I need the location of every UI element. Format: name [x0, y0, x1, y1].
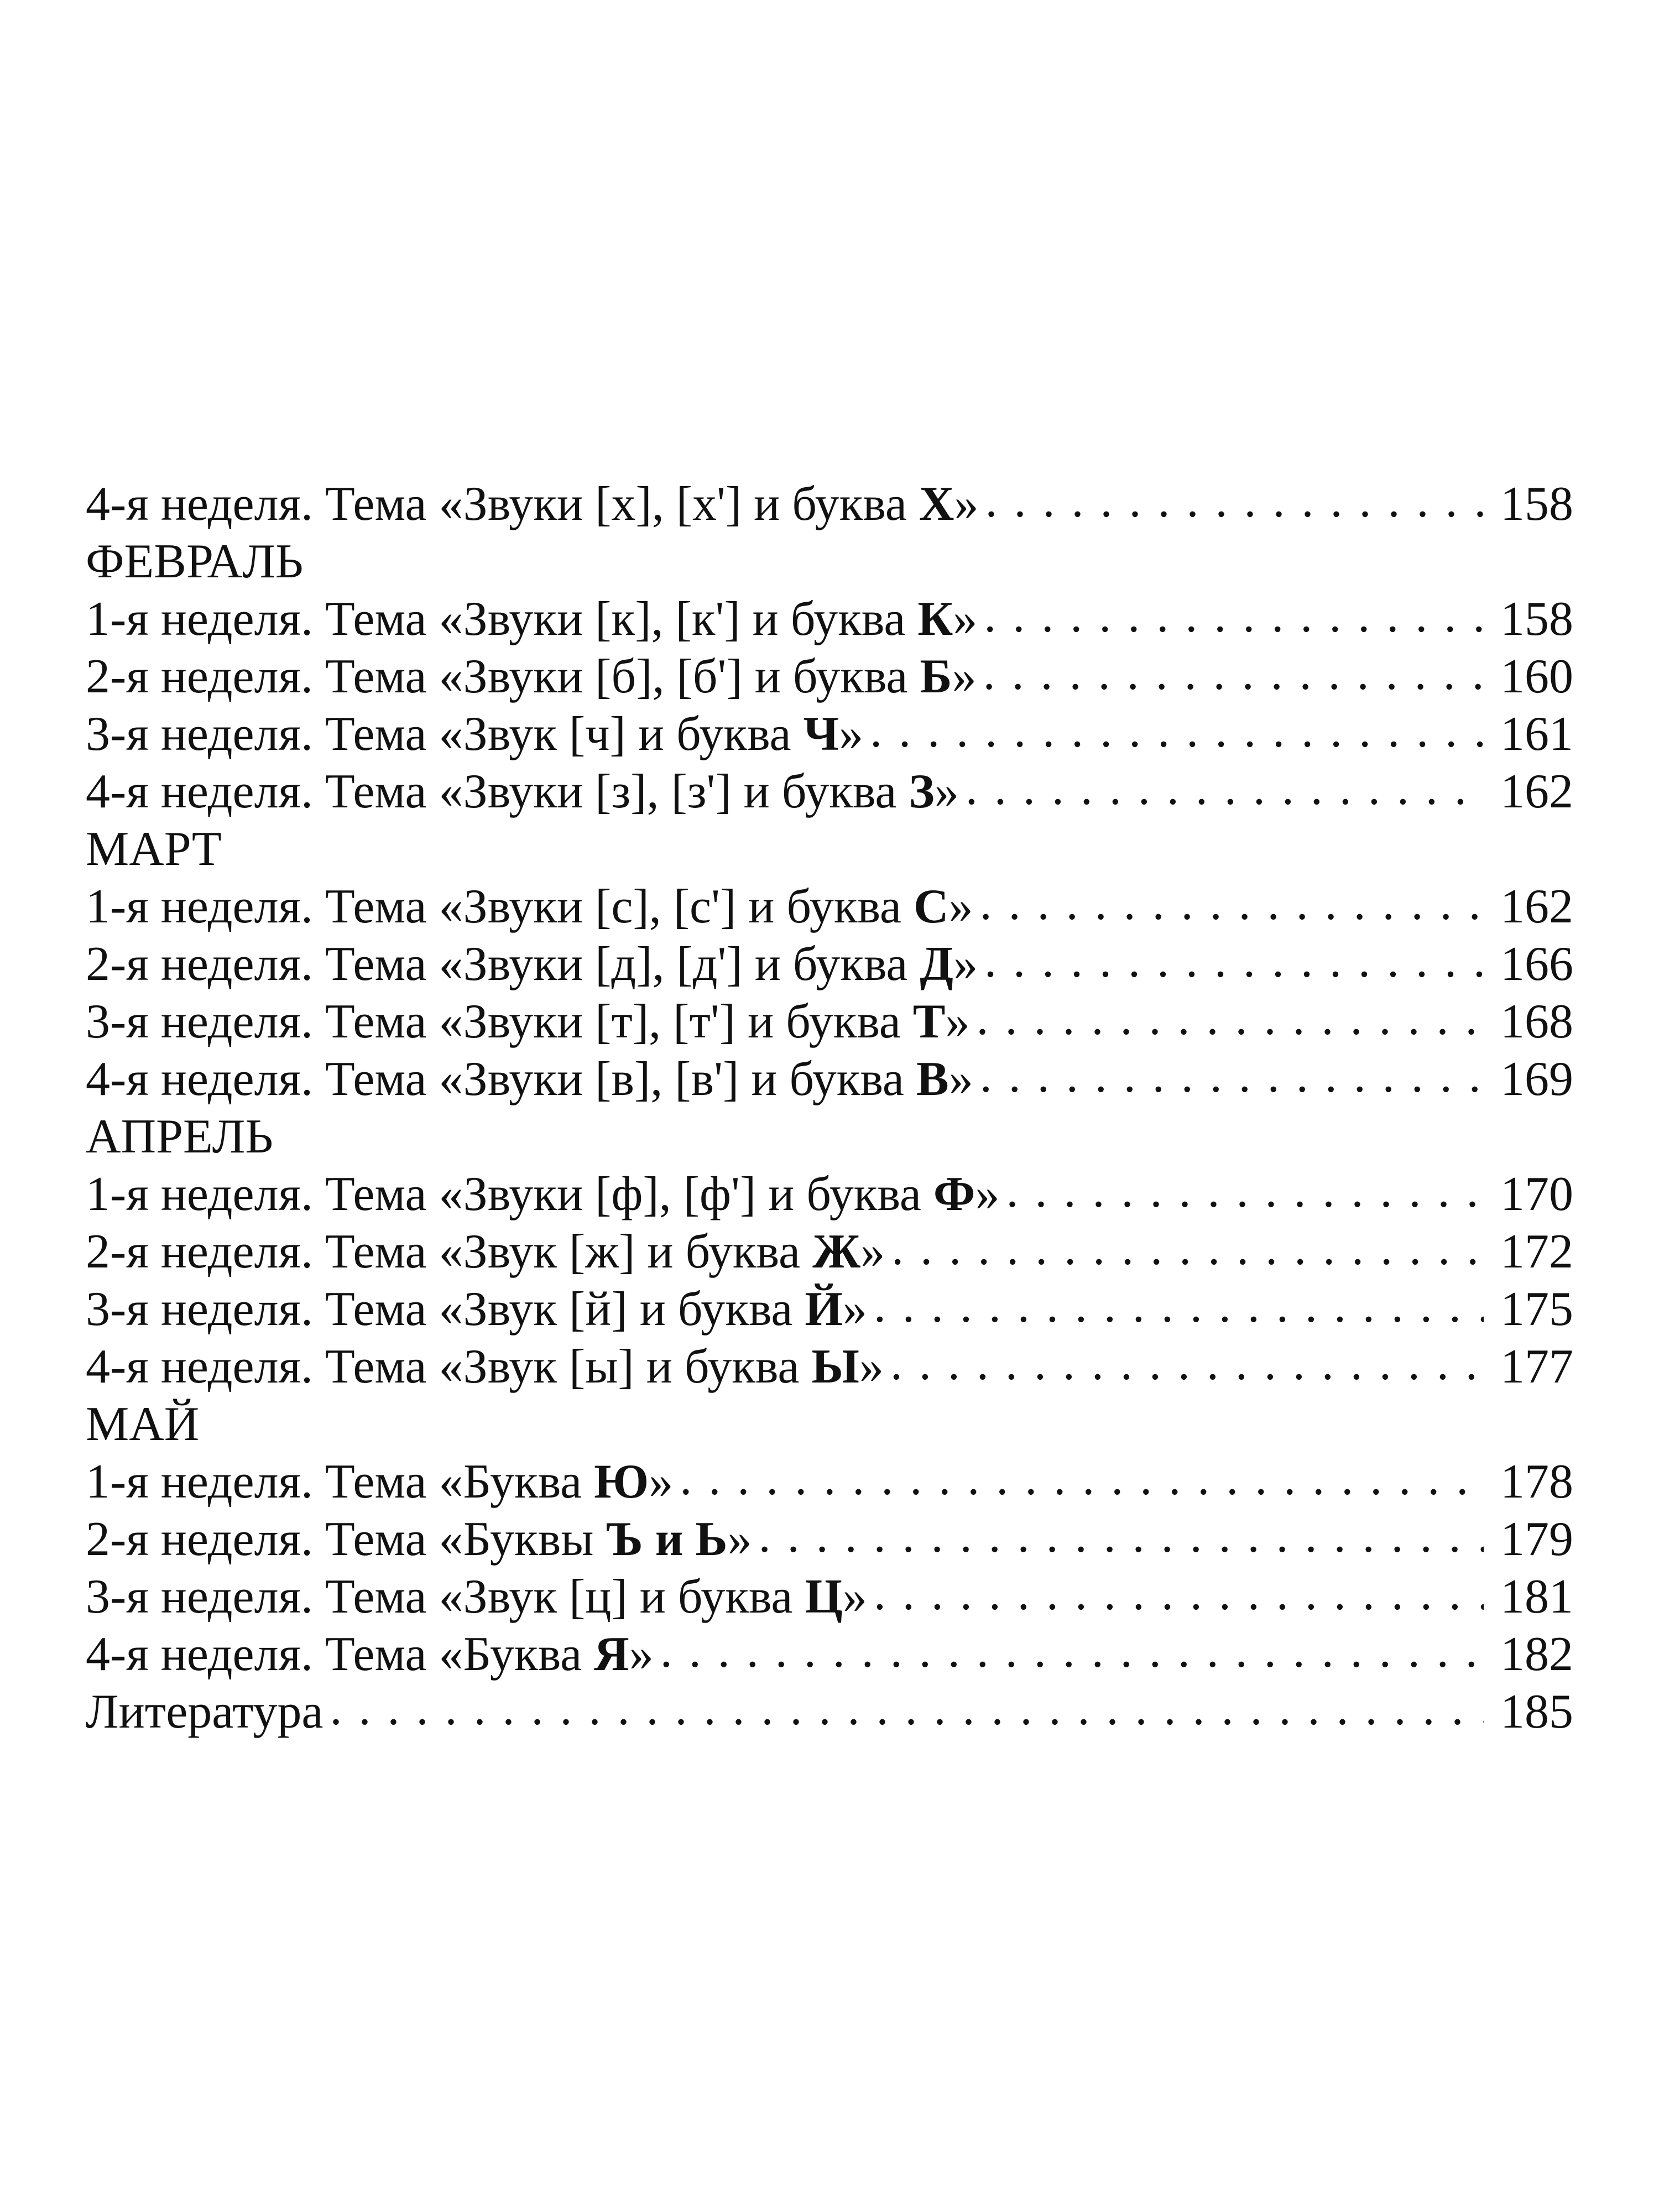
toc-entry [86, 1568, 1573, 1626]
toc-entry-letter: Й [805, 1282, 843, 1336]
toc-entry-title-text: 1-я неделя. Тема «Звуки [к], [к'] и буква [86, 592, 918, 646]
toc-entry [86, 476, 1573, 533]
dot-leader [984, 936, 1484, 990]
toc-entry-title-end: » [860, 1225, 885, 1279]
toc-entry-page-number: 185 [1500, 1685, 1573, 1739]
dot-leader [985, 476, 1484, 530]
dot-leader [759, 1511, 1484, 1565]
toc-entry-title-end: » [629, 1627, 654, 1681]
toc-entry-letter: З [909, 765, 935, 818]
toc-entry-title [86, 1281, 867, 1338]
toc-entry-letter: Ф [933, 1167, 975, 1221]
toc-entry-title-end: » [953, 937, 978, 991]
toc-entry-title-end: » [948, 1052, 973, 1106]
dot-leader [870, 706, 1484, 760]
toc-entry-letter: Я [594, 1627, 629, 1681]
toc-entry-title [86, 1568, 867, 1626]
toc-entry [86, 1051, 1573, 1108]
dot-leader [980, 878, 1484, 932]
toc-entry-title-end: » [934, 765, 959, 818]
month-heading: ФЕВРАЛЬ [86, 535, 304, 588]
toc-entry-title-text: 3-я неделя. Тема «Звук [й] и буква [86, 1282, 805, 1336]
toc-entry [86, 1626, 1573, 1683]
dot-leader [874, 1568, 1484, 1623]
toc-entry-title [86, 591, 977, 648]
toc-entry-title [86, 1051, 973, 1108]
toc-entry-title-end: » [839, 707, 864, 761]
toc-entry [86, 1281, 1573, 1338]
dot-leader [983, 648, 1484, 702]
toc-entry [86, 591, 1573, 648]
toc-entry-title-end: » [954, 477, 979, 531]
toc-entry-letter: Д [920, 937, 953, 991]
toc-entry-page-number: 177 [1500, 1340, 1573, 1394]
toc-entry-page-number: 161 [1500, 707, 1573, 761]
toc-entry-title [86, 706, 863, 763]
toc-entry-page-number: 181 [1500, 1570, 1573, 1624]
toc-entry-page-number: 158 [1500, 592, 1573, 646]
toc-entry [86, 648, 1573, 706]
toc-entry-title-text: 4-я неделя. Тема «Звуки [з], [з'] и буква [86, 765, 909, 818]
toc-entry-title-text: 3-я неделя. Тема «Звук [ц] и буква [86, 1570, 805, 1624]
toc-entry-title-text: 4-я неделя. Тема «Звуки [х], [х'] и буква [86, 477, 919, 531]
toc-entry-letter: Т [912, 995, 946, 1048]
dot-leader [1006, 1166, 1484, 1220]
toc-entry-title [86, 1223, 885, 1281]
toc-entry-title [86, 878, 973, 936]
toc-entry-title-end: » [859, 1340, 884, 1394]
toc-entry-title [86, 1453, 673, 1511]
toc-entry-title-end: » [975, 1167, 1000, 1221]
toc-entry-title-text: 3-я неделя. Тема «Звук [ч] и буква [86, 707, 804, 761]
toc-entry-page-number: 162 [1500, 765, 1573, 818]
toc-entry-page-number: 162 [1500, 880, 1573, 933]
toc-entry-title [86, 1626, 654, 1683]
toc-entry-title [86, 1683, 323, 1741]
toc-entry-title-text: 2-я неделя. Тема «Буквы [86, 1512, 606, 1566]
dot-leader [660, 1626, 1484, 1680]
toc-entry-page-number: 158 [1500, 477, 1573, 531]
toc-entry-title-text: 1-я неделя. Тема «Звуки [с], [с'] и буква [86, 880, 914, 933]
dot-leader [680, 1453, 1484, 1507]
toc-entry-title-end: » [945, 995, 970, 1048]
toc-entry-title-end: » [842, 1282, 867, 1336]
toc-entry-title-end: » [727, 1512, 752, 1566]
toc-entry-title [86, 1166, 1000, 1223]
toc-entry-title-text: 2-я неделя. Тема «Звук [ж] и буква [86, 1225, 813, 1279]
toc-entry-letter: В [916, 1052, 949, 1106]
toc-entry-title-end: » [952, 650, 977, 703]
toc-entry [86, 1338, 1573, 1396]
toc-entry-page-number: 169 [1500, 1052, 1573, 1106]
toc-entry [86, 1166, 1573, 1223]
toc-entry-letter: Ю [594, 1455, 649, 1509]
toc-entry-letter: Ж [812, 1225, 861, 1279]
toc-entry-page-number: 170 [1500, 1167, 1573, 1221]
toc-entry-letter: Х [919, 477, 954, 531]
toc-entry [86, 993, 1573, 1051]
dot-leader [874, 1281, 1484, 1335]
toc-entry-title [86, 648, 977, 706]
toc-entry [86, 936, 1573, 993]
toc-entry [86, 878, 1573, 936]
dot-leader [330, 1683, 1484, 1738]
table-of-contents [86, 476, 1573, 1741]
toc-entry-page-number: 172 [1500, 1225, 1573, 1279]
toc-entry-title [86, 936, 978, 993]
toc-entry-title-text: 4-я неделя. Тема «Звуки [в], [в'] и буква [86, 1052, 916, 1106]
toc-entry-title-text: Литература [86, 1685, 324, 1739]
dot-leader [890, 1338, 1484, 1392]
month-heading: МАЙ [86, 1397, 200, 1451]
toc-entry-page-number: 182 [1500, 1627, 1573, 1681]
toc-entry-title [86, 993, 970, 1051]
toc-entry-title [86, 1511, 752, 1568]
toc-entry-page-number: 166 [1500, 937, 1573, 991]
toc-entry-title-text: 4-я неделя. Тема «Буква [86, 1627, 594, 1681]
month-heading: АПРЕЛЬ [86, 1110, 273, 1164]
toc-entry-letter: Ъ и Ь [606, 1512, 728, 1566]
dot-leader [984, 591, 1484, 645]
dot-leader [977, 993, 1484, 1047]
toc-entry-letter: Б [920, 650, 952, 703]
toc-entry-title [86, 763, 959, 821]
toc-entry-letter: Ч [803, 707, 839, 761]
toc-entry-title-text: 1-я неделя. Тема «Звуки [ф], [ф'] и буква [86, 1167, 933, 1221]
toc-entry [86, 1511, 1573, 1568]
toc-entry-title-end: » [953, 592, 978, 646]
toc-entry [86, 1453, 1573, 1511]
toc-entry-title-end: » [842, 1570, 867, 1624]
toc-entry-letter: К [917, 592, 953, 646]
toc-entry-page-number: 175 [1500, 1282, 1573, 1336]
dot-leader [891, 1223, 1484, 1277]
month-heading: МАРТ [86, 822, 222, 876]
toc-entry [86, 706, 1573, 763]
toc-entry-letter: С [914, 880, 949, 933]
toc-entry-title-text: 4-я неделя. Тема «Звук [ы] и буква [86, 1340, 812, 1394]
toc-entry-title-end: » [649, 1455, 674, 1509]
toc-entry-page-number: 168 [1500, 995, 1573, 1048]
dot-leader [980, 1051, 1484, 1105]
toc-entry [86, 1223, 1573, 1281]
toc-entry [86, 1683, 1573, 1741]
toc-entry-page-number: 160 [1500, 650, 1573, 703]
toc-entry-page-number: 179 [1500, 1512, 1573, 1566]
toc-entry-title-text: 1-я неделя. Тема «Буква [86, 1455, 594, 1509]
toc-entry-letter: Ы [811, 1340, 859, 1394]
toc-entry-page-number: 178 [1500, 1455, 1573, 1509]
toc-entry-title-text: 2-я неделя. Тема «Звуки [б], [б'] и буква [86, 650, 920, 703]
toc-entry-title-text: 3-я неделя. Тема «Звуки [т], [т'] и буква [86, 995, 913, 1048]
toc-entry-title-text: 2-я неделя. Тема «Звуки [д], [д'] и буква [86, 937, 920, 991]
toc-entry [86, 763, 1573, 821]
toc-entry-title [86, 1338, 884, 1396]
toc-entry-letter: Ц [805, 1570, 843, 1624]
dot-leader [966, 763, 1484, 817]
toc-entry-title-end: » [948, 880, 973, 933]
toc-entry-title [86, 476, 978, 533]
